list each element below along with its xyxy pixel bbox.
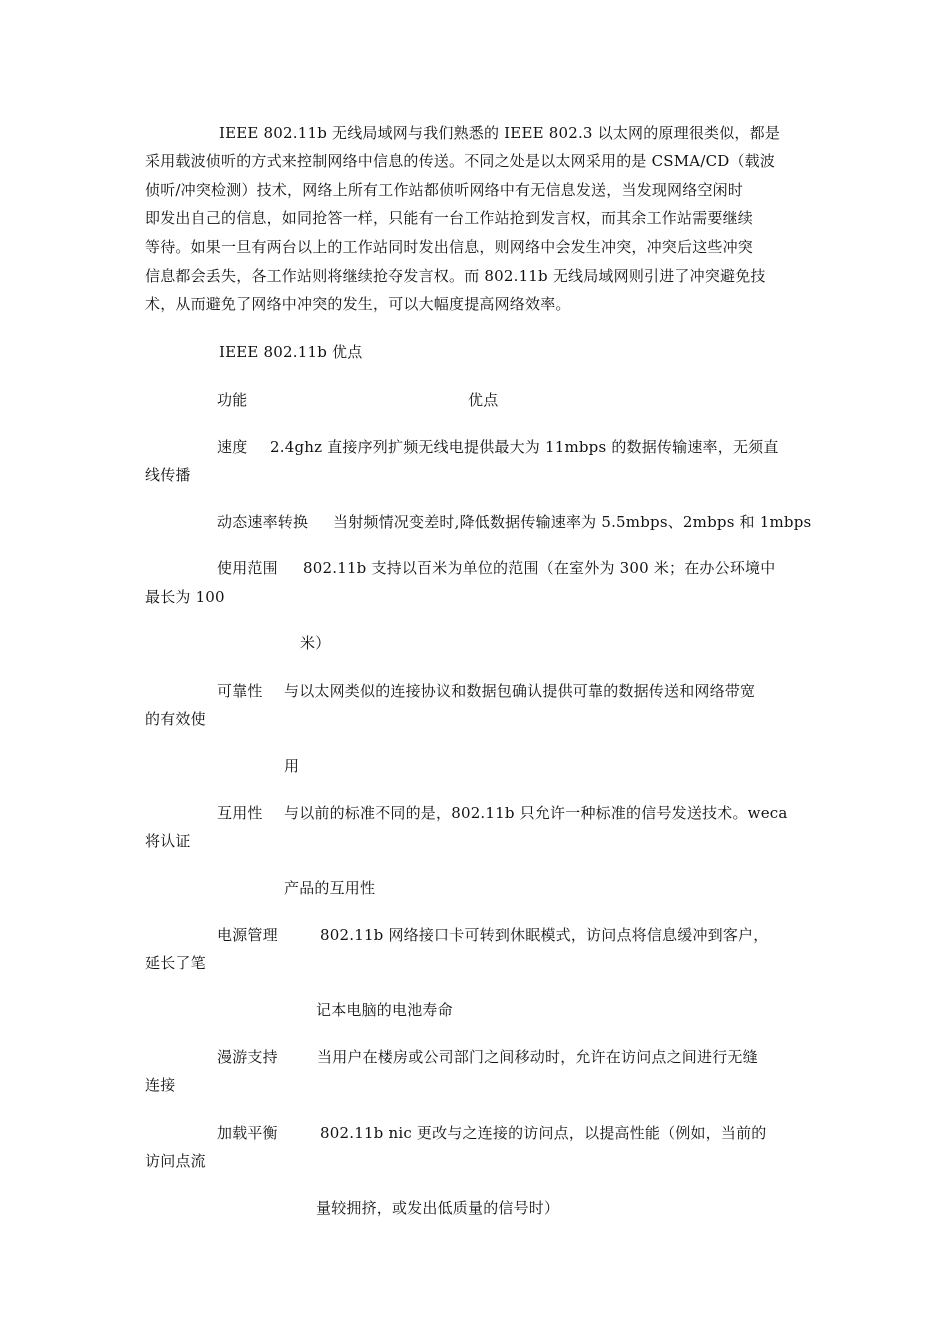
row-advantage: 2.4ghz 直接序列扩频无线电提供最大为 11mbps 的数据传输速率，无须直 xyxy=(270,438,779,456)
intro-line-3: 侦听/冲突检测）技术，网络上所有工作站都侦听网络中有无信息发送，当发现网络空闲时 xyxy=(145,181,744,199)
row-advantage-wrap: 连接 xyxy=(145,1076,176,1094)
row-advantage: 当射频情况变差时,降低数据传输速率为 5.5mbps、2mbps 和 1mbps xyxy=(333,513,812,531)
row-advantage: 与以太网类似的连接协议和数据包确认提供可靠的数据传送和网络带宽 xyxy=(284,682,756,700)
row-feature: 使用范围 xyxy=(217,559,278,577)
row-advantage-cont: 产品的互用性 xyxy=(284,879,376,897)
row-advantage-wrap: 将认证 xyxy=(145,832,191,850)
intro-line-1: IEEE 802.11b 无线局域网与我们熟悉的 IEEE 802.3 以太网的原理很类似，都是 xyxy=(219,124,781,142)
row-feature: 互用性 xyxy=(217,804,263,822)
intro-line-4: 即发出自己的信息，如同抢答一样，只能有一台工作站抢到发言权，而其余工作站需要继续 xyxy=(145,209,754,227)
row-advantage-cont: 米） xyxy=(300,634,331,652)
row-advantage-cont: 记本电脑的电池寿命 xyxy=(316,1001,453,1019)
row-advantage-wrap: 最长为 100 xyxy=(145,588,225,606)
row-feature: 电源管理 xyxy=(217,926,278,944)
intro-line-7: 术，从而避免了网络中冲突的发生，可以大幅度提高网络效率。 xyxy=(145,295,571,313)
header-feature: 功能 xyxy=(217,391,248,409)
row-feature: 速度 xyxy=(217,438,248,456)
row-advantage: 当用户在楼房或公司部门之间移动时，允许在访问点之间进行无缝 xyxy=(317,1048,758,1066)
row-advantage-wrap: 访问点流 xyxy=(145,1152,206,1170)
intro-line-2: 采用载波侦听的方式来控制网络中信息的传送。不同之处是以太网采用的是 CSMA/CD（载波 xyxy=(145,152,776,170)
row-advantage: 802.11b nic 更改与之连接的访问点，以提高性能（例如，当前的 xyxy=(320,1124,767,1142)
row-feature: 可靠性 xyxy=(217,682,263,700)
row-feature: 漫游支持 xyxy=(217,1048,278,1066)
section-title: IEEE 802.11b 优点 xyxy=(219,343,363,361)
row-advantage-cont: 量较拥挤，或发出低质量的信号时） xyxy=(316,1199,560,1217)
row-advantage-wrap: 的有效使 xyxy=(145,710,206,728)
row-advantage-wrap: 延长了笔 xyxy=(145,954,206,972)
row-advantage: 802.11b 支持以百米为单位的范围（在室外为 300 米；在办公环境中 xyxy=(303,559,776,577)
row-feature: 动态速率转换 xyxy=(217,513,309,531)
row-feature: 加载平衡 xyxy=(217,1124,278,1142)
row-advantage: 802.11b 网络接口卡可转到休眠模式，访问点将信息缓冲到客户， xyxy=(320,926,769,944)
row-advantage-wrap: 线传播 xyxy=(145,466,191,484)
header-advantage: 优点 xyxy=(468,391,499,409)
intro-line-5: 等待。如果一旦有两台以上的工作站同时发出信息，则网络中会发生冲突，冲突后这些冲突 xyxy=(145,238,754,256)
row-advantage: 与以前的标准不同的是，802.11b 只允许一种标准的信号发送技术。weca xyxy=(284,804,788,822)
intro-line-6: 信息都会丢失，各工作站则将继续抢夺发言权。而 802.11b 无线局域网则引进了冲突避免技 xyxy=(145,267,766,285)
row-advantage-cont: 用 xyxy=(284,757,300,775)
